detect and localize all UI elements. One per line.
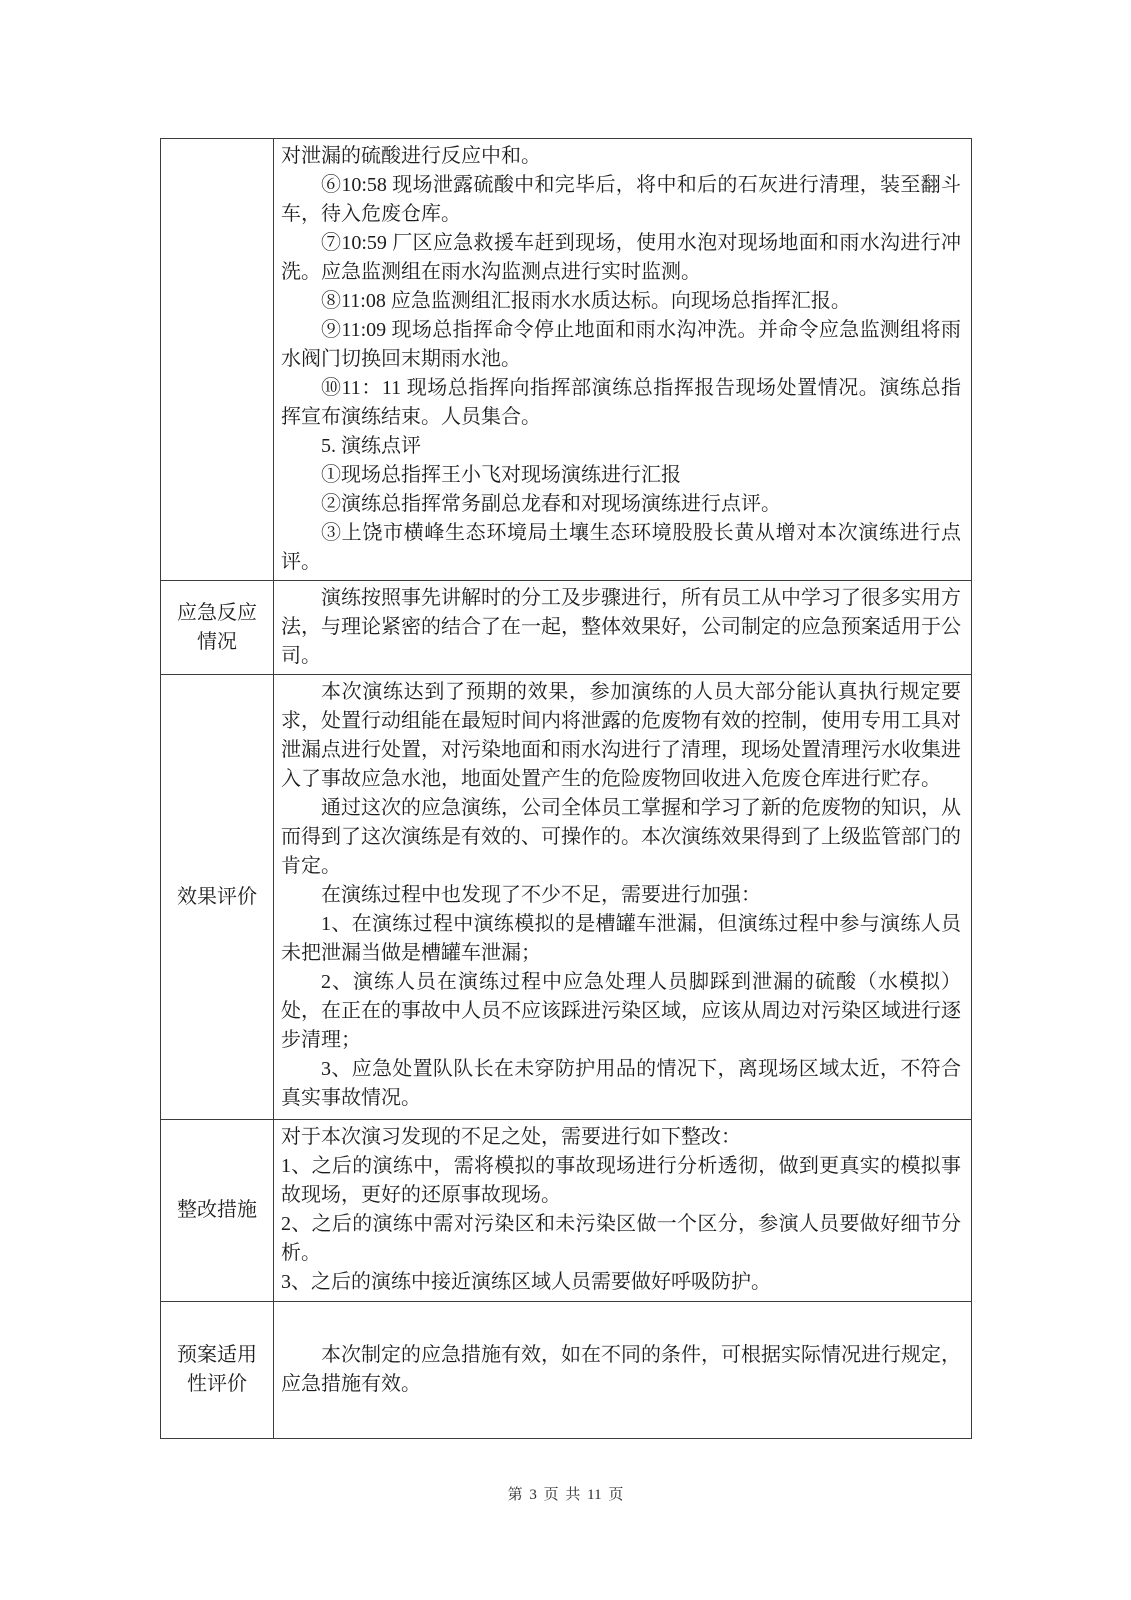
paragraph: 1、在演练过程中演练模拟的是槽罐车泄漏，但演练过程中参与演练人员未把泄漏当做是槽罐车泄漏； (281, 913, 961, 964)
paragraph: ⑨11:09 现场总指挥命令停止地面和雨水沟冲洗。并命令应急监测组将雨水阀门切换回末期雨水池。 (281, 319, 961, 370)
row-label-line: 情况 (197, 630, 237, 653)
paragraph: 2、之后的演练中需对污染区和未污染区做一个区分，参演人员要做好细节分析。 (281, 1213, 961, 1264)
evaluation-table (160, 138, 972, 1439)
row-label-cell (161, 1120, 274, 1301)
table-row (161, 1119, 971, 1301)
row-label-cell (161, 581, 274, 674)
table-row (161, 674, 971, 1119)
row-label-line: 应急反应 (177, 601, 257, 624)
paragraph: 对于本次演习发现的不足之处，需要进行如下整改： (281, 1126, 741, 1148)
paragraph: 演练按照事先讲解时的分工及步骤进行，所有员工从中学习了很多实用方法，与理论紧密的结合了在一起，整体效果好，公司制定的应急预案适用于公司。 (281, 587, 961, 667)
table-row (161, 580, 971, 674)
table-row (161, 1301, 971, 1438)
row-label-line: 效果评价 (177, 885, 257, 908)
paragraph: 3、之后的演练中接近演练区域人员需要做好呼吸防护。 (281, 1271, 771, 1293)
paragraph: ⑧11:08 应急监测组汇报雨水水质达标。向现场总指挥汇报。 (321, 290, 851, 312)
paragraph: ①现场总指挥王小飞对现场演练进行汇报 (321, 464, 681, 486)
paragraph: 对泄漏的硫酸进行反应中和。 (281, 145, 541, 167)
table-row (161, 139, 971, 580)
row-label-cell (161, 675, 274, 1119)
paragraph: 3、应急处置队队长在未穿防护用品的情况下，离现场区域太近，不符合真实事故情况。 (281, 1058, 961, 1109)
row-content-cell (274, 1302, 971, 1438)
row-label-cell (161, 1302, 274, 1438)
paragraph: 本次演练达到了预期的效果，参加演练的人员大部分能认真执行规定要求，处置行动组能在最短时间内将泄露的危废物有效的控制，使用专用工具对泄漏点进行处置，对污染地面和雨水沟进行了清理，现场处置清理污水收集进入了事故应急水池，地面处置产生的危险废物回收进入危废仓库进行贮存。 (281, 681, 961, 790)
row-content-cell (274, 675, 971, 1119)
row-label-cell (161, 139, 274, 580)
paragraph: ③上饶市横峰生态环境局土壤生态环境股股长黄从增对本次演练进行点评。 (281, 522, 961, 573)
paragraph: 本次制定的应急措施有效，如在不同的条件，可根据实际情况进行规定，应急措施有效。 (281, 1344, 961, 1395)
paragraph: ⑥10:58 现场泄露硫酸中和完毕后，将中和后的石灰进行清理，装至翻斗车，待入危废仓库。 (281, 174, 961, 225)
row-content-cell (274, 581, 971, 674)
paragraph: 5. 演练点评 (321, 435, 421, 457)
paragraph: 1、之后的演练中，需将模拟的事故现场进行分析透彻，做到更真实的模拟事故现场，更好的还原事故现场。 (281, 1155, 961, 1206)
paragraph: 2、演练人员在演练过程中应急处理人员脚踩到泄漏的硫酸（水模拟）处，在正在的事故中人员不应该踩进污染区域，应该从周边对污染区域进行逐步清理； (281, 971, 961, 1051)
paragraph: ②演练总指挥常务副总龙春和对现场演练进行点评。 (321, 493, 781, 515)
paragraph: 通过这次的应急演练，公司全体员工掌握和学习了新的危废物的知识，从而得到了这次演练是有效的、可操作的。本次演练效果得到了上级监管部门的肯定。 (281, 797, 961, 877)
row-content-cell (274, 1120, 971, 1301)
row-content-cell (274, 139, 971, 580)
page-number: 第 3 页 共 11 页 (507, 1487, 624, 1503)
row-label-line: 预案适用 (177, 1344, 257, 1366)
paragraph: ⑩11：11 现场总指挥向指挥部演练总指挥报告现场处置情况。演练总指挥宣布演练结束。人员集合。 (281, 377, 961, 428)
row-label-line: 性评价 (187, 1373, 247, 1395)
paragraph: ⑦10:59 厂区应急救援车赶到现场，使用水泡对现场地面和雨水沟进行冲洗。应急监测组在雨水沟监测点进行实时监测。 (281, 232, 961, 283)
paragraph: 在演练过程中也发现了不少不足，需要进行加强： (321, 884, 761, 906)
row-label-line: 整改措施 (177, 1199, 257, 1221)
